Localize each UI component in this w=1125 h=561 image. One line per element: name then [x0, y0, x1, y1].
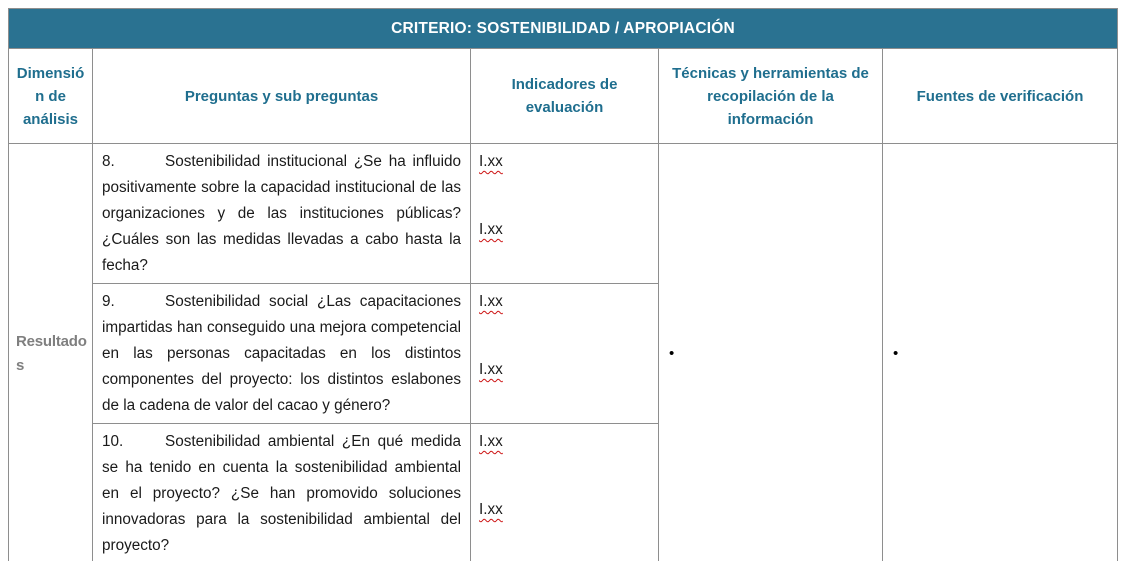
bullet-point: •: [893, 345, 899, 362]
indicator-value: I.xx: [479, 221, 503, 238]
question-number: 9.: [102, 293, 115, 310]
question-text: Sostenibilidad social ¿Las capacitaciones impartidas han conseguido una mejora competencial en las personas capacitadas en los distintos componentes del proyecto: los distintos eslabones de la cadena de valor del cacao y género?: [102, 293, 461, 414]
fuentes-cell: [883, 144, 1118, 561]
indicator-value: I.xx: [479, 293, 503, 310]
column-header-indicadores: Indicadores de evaluación: [471, 49, 659, 144]
indicators-cell-8: [471, 144, 659, 284]
indicators-cell-10: [471, 424, 659, 561]
indicators-cell-9: [471, 284, 659, 424]
question-text: Sostenibilidad institucional ¿Se ha influido positivamente sobre la capacidad institucional de las organizaciones y de las instituciones públicas? ¿Cuáles son las medidas llevadas a cabo hasta la fecha?: [102, 153, 461, 274]
question-text: Sostenibilidad ambiental ¿En qué medida se ha tenido en cuenta la sostenibilidad ambiental en el proyecto? ¿Se han promovido soluciones innovadoras para la sostenibilidad ambiental del proyecto?: [102, 433, 461, 554]
evaluation-criteria-table: [8, 8, 1118, 561]
column-header-tecnicas: Técnicas y herramientas de recopilación de la información: [659, 49, 883, 144]
column-header-fuentes: Fuentes de verificación: [883, 49, 1118, 144]
question-number: 8.: [102, 153, 115, 170]
bullet-point: •: [669, 345, 675, 362]
column-header-preguntas: Preguntas y sub preguntas: [93, 49, 471, 144]
question-number: 10.: [102, 433, 124, 450]
indicator-value: I.xx: [479, 501, 503, 518]
question-cell-10: [93, 424, 471, 561]
table-title: CRITERIO: SOSTENIBILIDAD / APROPIACIÓN: [9, 9, 1118, 49]
question-cell-9: [93, 284, 471, 424]
indicator-value: I.xx: [479, 153, 503, 170]
dimension-cell: Resultados: [9, 144, 93, 561]
tecnicas-cell: [659, 144, 883, 561]
column-header-dimension: Dimensión de análisis: [9, 49, 93, 144]
indicator-value: I.xx: [479, 361, 503, 378]
question-cell-8: [93, 144, 471, 284]
indicator-value: I.xx: [479, 433, 503, 450]
